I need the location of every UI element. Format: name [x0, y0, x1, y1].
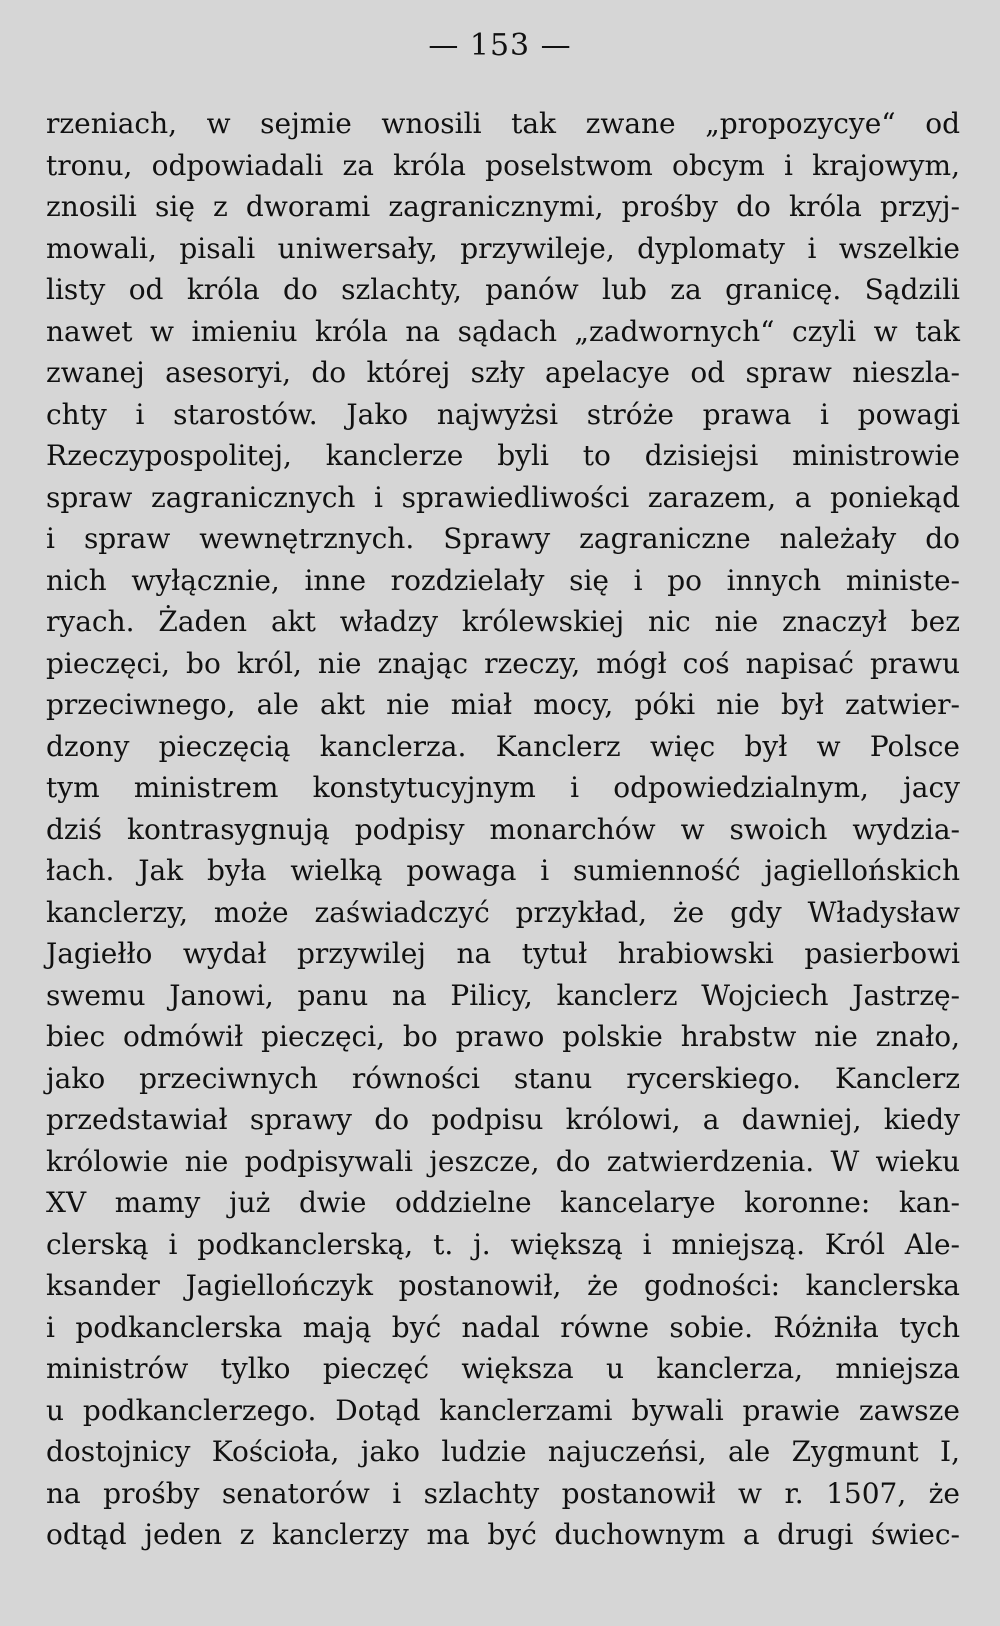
text-line: na prośby senatorów i szlachty postanowił w r. 1507, że [46, 1476, 960, 1510]
text-line: jako przeciwnych równości stanu rycerskiego. Kanclerz [46, 1061, 960, 1095]
text-line: spraw zagranicznych i sprawiedliwości zarazem, a poniekąd [46, 480, 960, 514]
text-line: swemu Janowi, panu na Pilicy, kanclerz Wojciech Jastrzę- [46, 978, 960, 1012]
page-body-text [46, 103, 960, 1556]
page-number: — 153 — [428, 28, 572, 63]
text-line: dostojnicy Kościoła, jako ludzie najuczeńsi, ale Zygmunt I, [46, 1435, 960, 1468]
text-line: kanclerzy, może zaświadczyć przykład, że gdy Władysław [46, 895, 960, 929]
text-line: i podkanclerska mają być nadal równe sobie. Różniła tych [46, 1310, 960, 1344]
text-line: rzeniach, w sejmie wnosili tak zwane „propozycye“ od [46, 107, 960, 140]
text-line: przedstawiał sprawy do podpisu królowi, a dawniej, kiedy [46, 1103, 960, 1136]
text-line: listy od króla do szlachty, panów lub za granicę. Sądzili [46, 273, 960, 306]
text-line: nich wyłącznie, inne rozdzielały się i po innych ministe- [46, 563, 960, 597]
text-line: ksander Jagiellończyk postanowił, że godności: kanclerska [46, 1269, 960, 1302]
text-line: chty i starostów. Jako najwyżsi stróże prawa i powagi [46, 397, 960, 431]
text-line: pieczęci, bo król, nie znając rzeczy, mógł coś napisać prawu [46, 646, 960, 680]
text-line: mowali, pisali uniwersały, przywileje, dyplomaty i wszelkie [46, 231, 960, 265]
text-line: odtąd jeden z kanclerzy ma być duchownym a drugi świec- [46, 1518, 960, 1551]
text-line: XV mamy już dwie oddzielne kancelarye koronne: kan- [46, 1186, 960, 1219]
text-line: łach. Jak była wielką powaga i sumienność jagiellońskich [46, 854, 960, 887]
text-line: dzony pieczęcią kanclerza. Kanclerz więc był w Polsce [46, 729, 960, 763]
text-line: przeciwnego, ale akt nie miał mocy, póki nie był zatwier- [46, 688, 960, 721]
text-line: zwanej asesoryi, do której szły apelacye od spraw nieszla- [46, 356, 960, 389]
text-line: Jagiełło wydał przywilej na tytuł hrabiowski pasierbowi [46, 937, 960, 970]
text-line: ministrów tylko pieczęć większa u kanclerza, mniejsza [46, 1352, 960, 1385]
text-line: Rzeczypospolitej, kanclerze byli to dzisiejsi ministrowie [46, 439, 960, 472]
text-line: tym ministrem konstytucyjnym i odpowiedzialnym, jacy [46, 771, 960, 804]
text-line: clerską i podkanclerską, t. j. większą i mniejszą. Król Ale- [46, 1227, 960, 1261]
text-line: biec odmówił pieczęci, bo prawo polskie hrabstw nie znało, [46, 1020, 960, 1053]
text-line: u podkanclerzego. Dotąd kanclerzami bywali prawie zawsze [46, 1393, 960, 1427]
text-line: królowie nie podpisywali jeszcze, do zatwierdzenia. W wieku [46, 1144, 960, 1178]
text-line: dziś kontrasygnują podpisy monarchów w swoich wydzia- [46, 812, 960, 846]
text-line: znosili się z dworami zagranicznymi, prośby do króla przyj- [46, 190, 960, 223]
text-line: ryach. Żaden akt władzy królewskiej nic nie znaczył bez [46, 605, 960, 638]
text-line: nawet w imieniu króla na sądach „zadwornych“ czyli w tak [46, 314, 960, 348]
text-line: tronu, odpowiadali za króla poselstwom obcym i krajowym, [46, 148, 960, 182]
text-line: i spraw wewnętrznych. Sprawy zagraniczne należały do [46, 522, 960, 555]
